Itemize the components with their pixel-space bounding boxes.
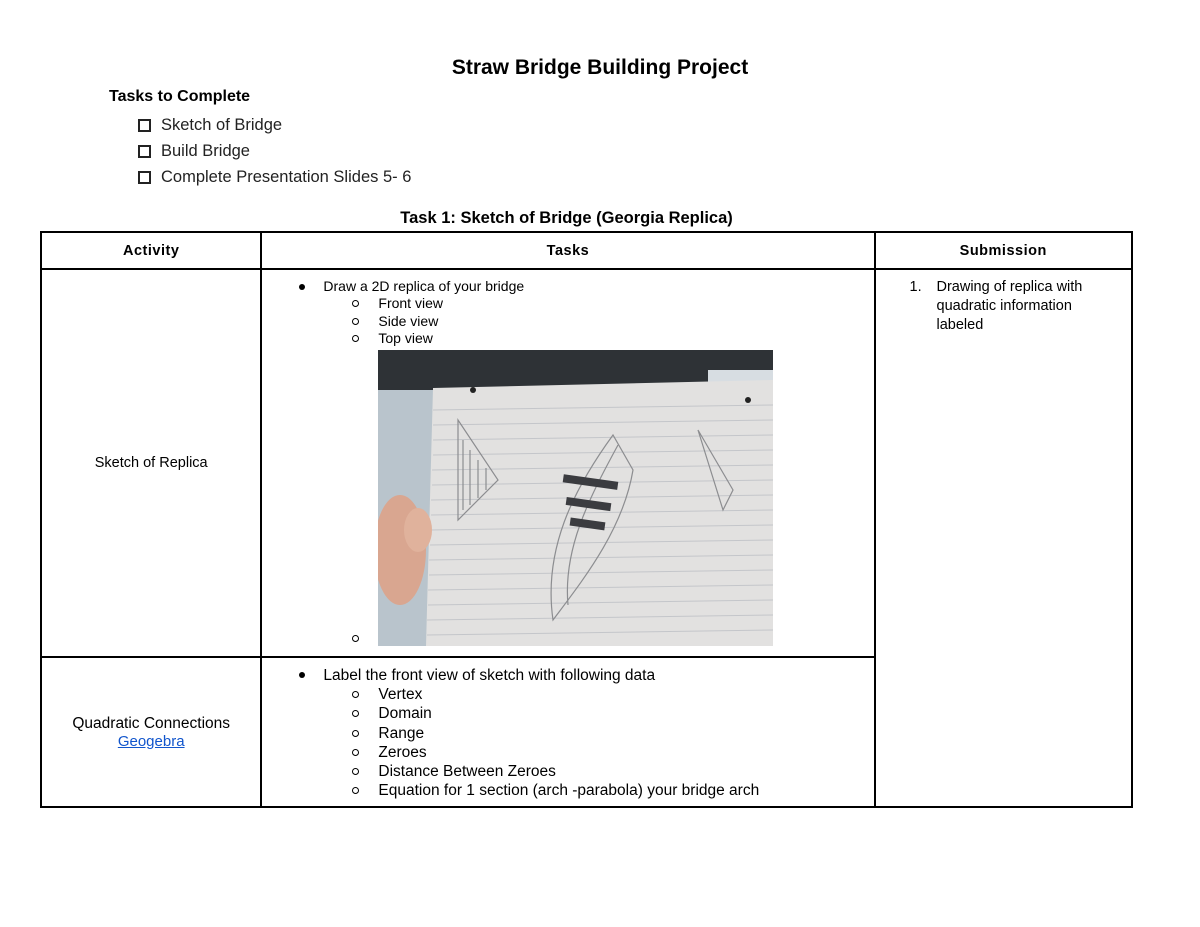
header-submission: Submission <box>875 232 1133 269</box>
task-list <box>262 666 873 801</box>
checklist-label: Build Bridge <box>161 142 250 160</box>
task-list <box>262 278 873 348</box>
sub-bullet-icon <box>352 635 359 642</box>
list-item: Distance Between Zeroes <box>262 762 873 781</box>
tasks-heading: Tasks to Complete <box>109 88 251 105</box>
activity-cell <box>41 269 261 657</box>
header-activity: Activity <box>41 232 261 269</box>
list-item: Vertex <box>262 685 873 704</box>
list-item: Equation for 1 section (arch -parabola) your bridge arch <box>262 781 873 800</box>
geogebra-link[interactable]: Geogebra <box>117 732 185 750</box>
list-item <box>876 278 1132 335</box>
checklist-item <box>138 112 411 138</box>
table-header-row <box>41 232 1132 269</box>
sketch-photo <box>378 350 773 646</box>
activity-cell <box>41 657 261 807</box>
list-item: Range <box>262 724 873 743</box>
sub-list <box>323 295 873 348</box>
checkbox-icon[interactable] <box>138 171 151 184</box>
activity-label: Quadratic Connections <box>72 714 231 732</box>
activity-label: Sketch of Replica <box>94 455 208 471</box>
list-item: Front view <box>262 295 873 313</box>
checklist-item <box>138 164 411 190</box>
task-table <box>40 231 1133 808</box>
list-item: Side view <box>262 313 873 331</box>
task-bullet-text: Draw a 2D replica of your bridge <box>323 278 525 294</box>
task-bullet-text: Label the front view of sketch with following data <box>323 667 656 684</box>
list-item: Top view <box>262 330 873 348</box>
page-title: Straw Bridge Building Project <box>451 56 749 79</box>
checkbox-icon[interactable] <box>138 119 151 132</box>
list-item: Domain <box>262 704 873 723</box>
task1-title: Task 1: Sketch of Bridge (Georgia Replica) <box>400 209 733 227</box>
table-row <box>41 269 1132 657</box>
submission-cell <box>875 269 1133 807</box>
item-number: 1. <box>909 279 922 295</box>
photo-container <box>262 348 873 648</box>
submission-list <box>876 278 1132 335</box>
tasks-cell <box>261 269 874 657</box>
task-checklist <box>138 112 411 190</box>
checklist-item <box>138 138 411 164</box>
tasks-cell <box>261 657 874 807</box>
checklist-label: Sketch of Bridge <box>161 116 283 134</box>
list-item <box>262 278 873 348</box>
sub-list <box>323 685 873 801</box>
header-tasks: Tasks <box>261 232 874 269</box>
list-item: Zeroes <box>262 743 873 762</box>
checkbox-icon[interactable] <box>138 145 151 158</box>
checklist-label: Complete Presentation Slides 5- 6 <box>161 168 412 186</box>
list-item <box>262 666 873 801</box>
submission-text: Drawing of replica with quadratic information labeled <box>936 279 1083 333</box>
